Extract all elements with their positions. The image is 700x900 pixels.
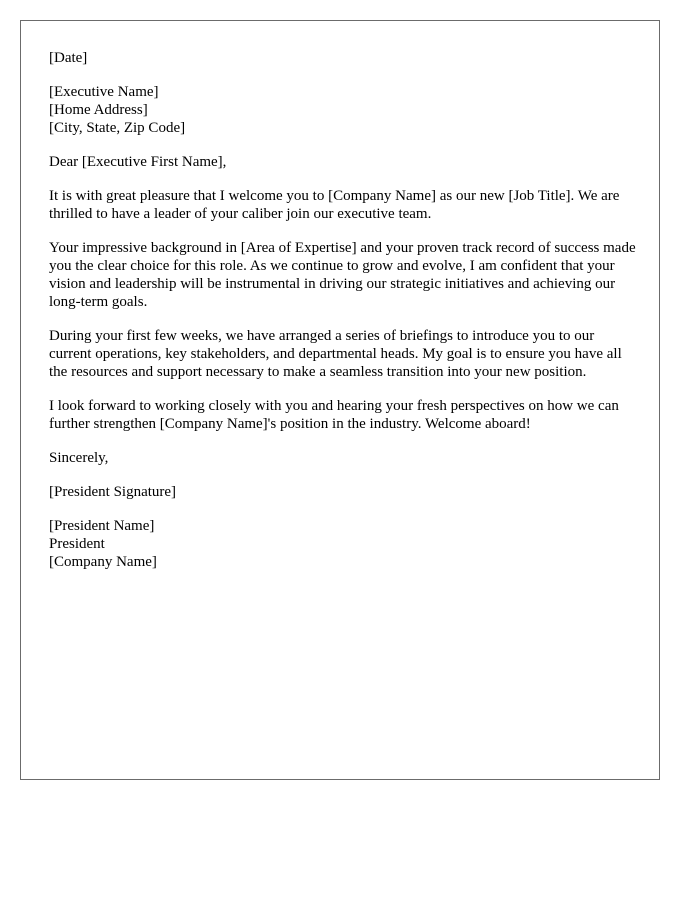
recipient-city-state-zip: [City, State, Zip Code] xyxy=(49,120,186,136)
salutation: Dear [Executive First Name], xyxy=(49,154,227,170)
closing-block xyxy=(49,449,639,467)
paragraph-text: Your impressive background in [Area of Expertise] and your proven track record of success made you the clear choice for this role. As we continue to grow and evolve, I am confident that your vision and leadership will be instrumental in driving our strategic initiatives and achieving our long-term goals. xyxy=(49,240,636,310)
recipient-address-block xyxy=(49,83,639,137)
body-paragraph-3 xyxy=(49,327,639,381)
sender-name: [President Name] xyxy=(49,518,155,534)
closing: Sincerely, xyxy=(49,450,109,466)
paragraph-text: During your first few weeks, we have arranged a series of briefings to introduce you to our current operations, key stakeholders, and departmental heads. My goal is to ensure you have all the resources and support necessary to make a seamless transition into your new position. xyxy=(49,328,622,380)
recipient-address: [Home Address] xyxy=(49,102,148,118)
signature-block xyxy=(49,483,639,501)
signature-placeholder: [President Signature] xyxy=(49,484,177,500)
paragraph-text: I look forward to working closely with you and hearing your fresh perspectives on how we can further strengthen [Company Name]'s position in the industry. Welcome aboard! xyxy=(49,398,619,432)
body-paragraph-4 xyxy=(49,397,639,433)
sender-company: [Company Name] xyxy=(49,554,157,570)
salutation-block xyxy=(49,153,639,171)
letter-date: [Date] xyxy=(49,50,88,66)
recipient-name: [Executive Name] xyxy=(49,84,159,100)
letter-body xyxy=(49,49,639,587)
sender-title: President xyxy=(49,536,105,552)
letter-page xyxy=(20,20,660,780)
paragraph-text: It is with great pleasure that I welcome you to [Company Name] as our new [Job Title]. We are thrilled to have a leader of your caliber join our executive team. xyxy=(49,188,620,222)
body-paragraph-2 xyxy=(49,239,639,311)
date-block xyxy=(49,49,639,67)
sender-block xyxy=(49,517,639,571)
body-paragraph-1 xyxy=(49,187,639,223)
